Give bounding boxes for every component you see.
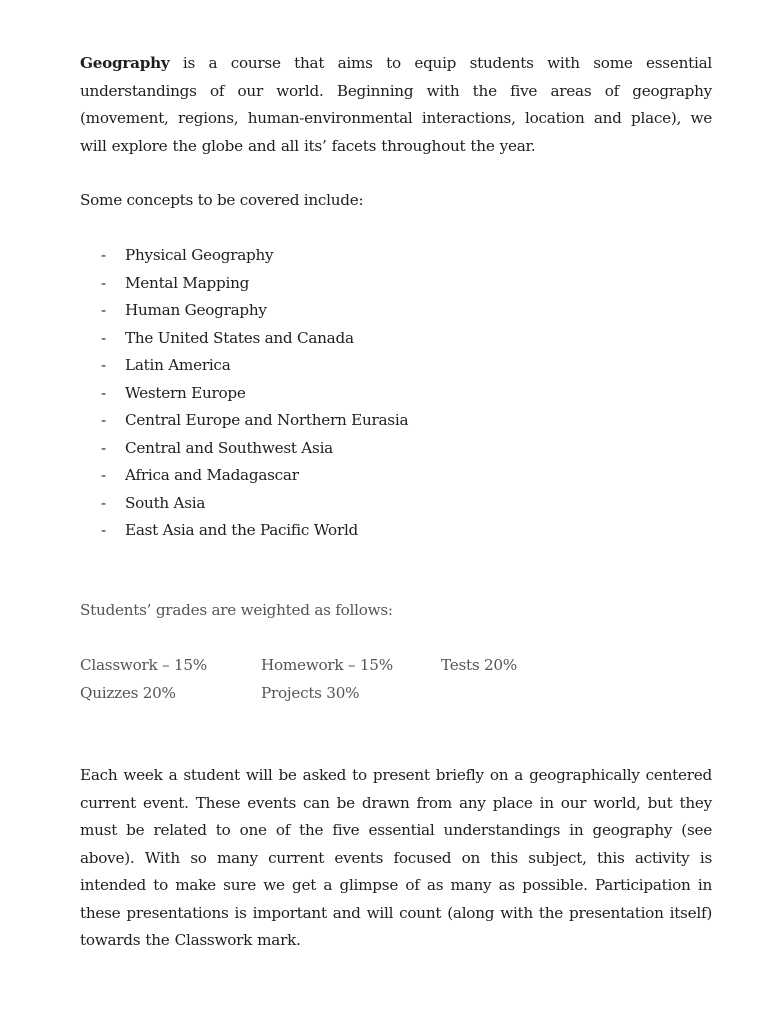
list-item bbox=[80, 270, 712, 298]
list-item bbox=[80, 297, 712, 325]
concepts-heading: Some concepts to be covered include: bbox=[80, 191, 364, 209]
grade-quizzes: Quizzes 20% bbox=[80, 684, 176, 702]
intro-paragraph bbox=[80, 50, 712, 160]
bullet-dash: - bbox=[101, 438, 106, 457]
bullet-dash: - bbox=[101, 301, 106, 319]
list-item-label: Physical Geography bbox=[125, 246, 274, 264]
list-item-label: Africa and Madagascar bbox=[125, 466, 299, 484]
grade-projects: Projects 30% bbox=[261, 684, 360, 702]
bullet-dash: - bbox=[101, 328, 106, 347]
list-item-label: Central and Southwest Asia bbox=[125, 438, 333, 457]
bullet-dash: - bbox=[101, 466, 106, 484]
bullet-dash: - bbox=[101, 273, 106, 292]
list-item-label: South Asia bbox=[125, 493, 206, 512]
bullet-dash: - bbox=[101, 356, 106, 374]
concept-list bbox=[80, 242, 712, 545]
list-item-label: Human Geography bbox=[125, 301, 267, 319]
list-item bbox=[80, 490, 712, 518]
grades-heading: Students’ grades are weighted as follows: bbox=[80, 601, 393, 619]
list-item bbox=[80, 407, 712, 435]
bullet-dash: - bbox=[101, 246, 106, 264]
grade-homework: Homework – 15% bbox=[261, 656, 393, 674]
list-item bbox=[80, 325, 712, 353]
grade-tests: Tests 20% bbox=[441, 656, 517, 674]
list-item bbox=[80, 242, 712, 270]
bullet-dash: - bbox=[101, 521, 106, 539]
list-item bbox=[80, 352, 712, 380]
current-events-paragraph: Each week a student will be asked to present briefly on a geographically centered current event. These events can be drawn from any place in our world, but they must be related to one of the five essential understandings in geography (see above). With so many current events focused on this subject, this activity is intended to make sure we get a glimpse of as many as possible. Participation in these presentations is important and will count (along with the presentation itself) towards the Classwork mark. bbox=[80, 766, 712, 949]
list-item-label: The United States and Canada bbox=[125, 328, 354, 347]
list-item bbox=[80, 435, 712, 463]
list-item-label: Central Europe and Northern Eurasia bbox=[125, 411, 409, 429]
intro-text: is a course that aims to equip students with some essential understandings of our world. Beginning with the five areas of geography (movement, regions, human-environmental interactions, location and place), we will explore the globe and all its’ facets throughout the year. bbox=[80, 54, 712, 155]
grade-classwork: Classwork – 15% bbox=[80, 656, 207, 674]
list-item-label: Western Europe bbox=[125, 383, 246, 402]
list-item bbox=[80, 380, 712, 408]
list-item bbox=[80, 462, 712, 490]
list-item-label: Mental Mapping bbox=[125, 273, 250, 292]
bullet-dash: - bbox=[101, 411, 106, 429]
list-item bbox=[80, 517, 712, 545]
bullet-dash: - bbox=[101, 383, 106, 402]
bullet-dash: - bbox=[101, 493, 106, 512]
list-item-label: Latin America bbox=[125, 356, 231, 374]
course-name: Geography bbox=[80, 54, 170, 72]
list-item-label: East Asia and the Pacific World bbox=[125, 521, 359, 539]
